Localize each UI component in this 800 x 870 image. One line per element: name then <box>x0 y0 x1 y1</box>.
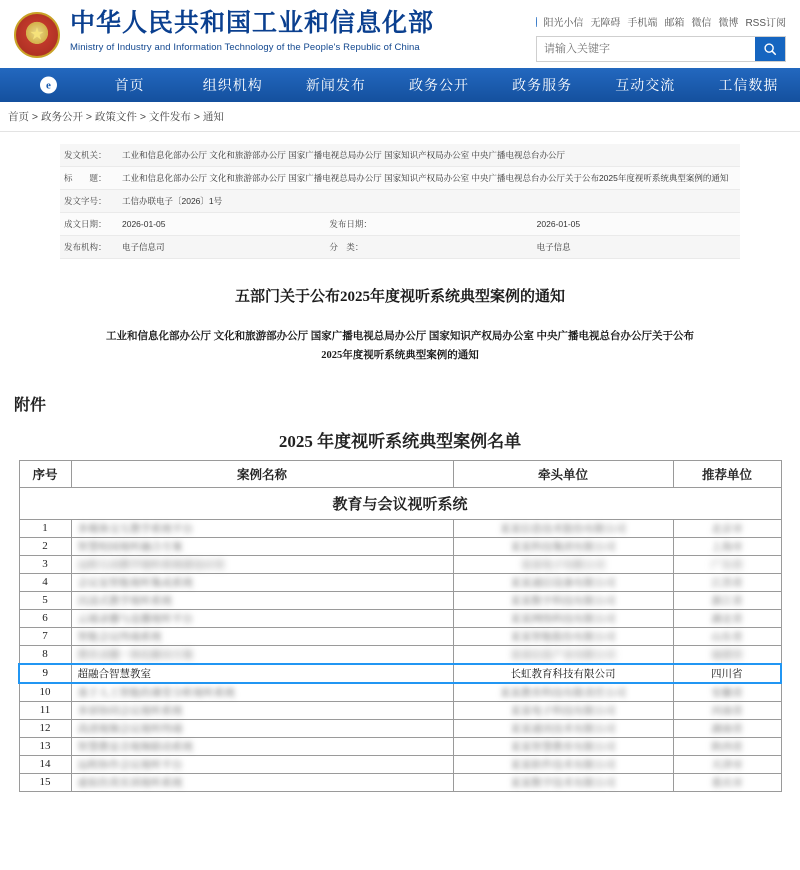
nav-item-organization[interactable]: 组织机构 <box>202 79 263 94</box>
utility-link-2[interactable]: 手机端 <box>627 18 658 29</box>
meta-label-category: 分 类： <box>325 236 532 259</box>
utility-link-5[interactable]: 微博 <box>718 18 739 29</box>
row-no: 1 <box>19 519 71 537</box>
table-row[interactable] <box>19 591 781 609</box>
meta-value-title: 工业和信息化部办公厅 文化和旅游部办公厅 国家广播电视总局办公厅 国家知识产权局办公室 中央广播电视总台办公厅关于公布2025年度视听系统典型案例的通知 <box>118 167 740 190</box>
row-recommend-unit: 浙江省 <box>673 591 781 609</box>
table-row[interactable] <box>19 755 781 773</box>
utility-link-1[interactable]: 无障碍 <box>590 18 621 29</box>
row-recommend-unit: 山东省 <box>673 627 781 645</box>
header-utility-area <box>536 10 786 62</box>
column-header-case-name: 案例名称 <box>71 460 453 487</box>
utility-link-3[interactable]: 邮箱 <box>664 18 685 29</box>
meta-value-writedate: 2026-01-05 <box>118 213 325 236</box>
document-meta-area <box>0 132 800 366</box>
row-no: 2 <box>19 537 71 555</box>
utility-links <box>536 14 786 29</box>
meta-label-publishdate: 发布日期： <box>325 213 532 236</box>
table-row[interactable] <box>19 537 781 555</box>
row-case-name: 超融合智慧教室 <box>71 664 453 683</box>
meta-row-publisher <box>60 236 740 259</box>
row-recommend-unit: 四川省 <box>673 664 781 683</box>
table-row[interactable] <box>19 609 781 627</box>
meta-row-dates <box>60 213 740 236</box>
search-bar[interactable] <box>536 36 786 62</box>
row-case-name: 会议室智能视听集成系统 <box>71 573 453 591</box>
breadcrumb[interactable] <box>0 102 800 132</box>
site-header <box>0 0 800 68</box>
case-list-title: 2025 年度视听系统典型案例名单 <box>278 431 522 451</box>
row-no: 10 <box>19 683 71 702</box>
nav-logo-icon: e <box>40 77 57 94</box>
row-no: 6 <box>19 609 71 627</box>
site-title-block <box>70 10 536 53</box>
table-row[interactable] <box>19 719 781 737</box>
row-case-name: 基于人工智能的课堂分析视听系统 <box>71 683 453 702</box>
meta-value-publishdate: 2026-01-05 <box>533 213 740 236</box>
row-lead-unit: 某某数字科技有限公司 <box>453 591 673 609</box>
meta-row-title <box>60 167 740 190</box>
utility-link-6[interactable]: RSS订阅 <box>745 18 786 29</box>
row-case-name: 教育录播一体化解决方案 <box>71 645 453 664</box>
row-case-name: 远程互动教学视听系统建设应用 <box>71 555 453 573</box>
case-list-area <box>0 427 800 792</box>
row-lead-unit: 长虹教育科技有限公司 <box>453 664 673 683</box>
table-row[interactable] <box>19 519 781 537</box>
utility-link-4[interactable]: 微信 <box>691 18 712 29</box>
row-no: 12 <box>19 719 71 737</box>
document-subtitle: 工业和信息化部办公厅 文化和旅游部办公厅 国家广播电视总局办公厅 国家知识产权局办公室 中央广播电视总台办公厅关于公布2025年度视听系统典型案例的通知 <box>106 331 694 361</box>
row-lead-unit: 某某通讯技术有限公司 <box>453 719 673 737</box>
row-no: 9 <box>19 664 71 683</box>
row-lead-unit: 某某智能股份有限公司 <box>453 627 673 645</box>
nav-item-home[interactable]: 首页 <box>114 79 145 94</box>
case-list-table <box>18 460 782 792</box>
meta-label-issuer: 发文机关： <box>60 144 118 167</box>
row-case-name: 智慧校园视听融合方案 <box>71 537 453 555</box>
meta-row-issuer <box>60 144 740 167</box>
table-row-highlighted[interactable] <box>19 664 781 683</box>
column-header-no: 序号 <box>19 460 71 487</box>
row-no: 15 <box>19 773 71 791</box>
row-recommend-unit: 广东省 <box>673 555 781 573</box>
row-case-name: 云端录播与直播视听平台 <box>71 609 453 627</box>
column-header-lead-unit: 牵头单位 <box>453 460 673 487</box>
table-row[interactable] <box>19 627 781 645</box>
nav-item-data[interactable]: 工信数据 <box>718 79 779 94</box>
row-recommend-unit: 江苏省 <box>673 573 781 591</box>
row-case-name: 沉浸式教学视听系统 <box>71 591 453 609</box>
row-case-name: 智慧教室音视频联动系统 <box>71 737 453 755</box>
meta-row-docnumber <box>60 190 740 213</box>
site-title-en: Ministry of Industry and Information Technology of the People's Republic of China <box>70 41 420 53</box>
table-row[interactable] <box>19 555 781 573</box>
meta-value-publisher: 电子信息司 <box>118 236 325 259</box>
meta-value-issuer: 工业和信息化部办公厅 文化和旅游部办公厅 国家广播电视总局办公厅 国家知识产权局办公室 中央广播电视总台办公厅 <box>118 144 740 167</box>
column-header-recommend-unit: 推荐单位 <box>673 460 781 487</box>
row-no: 11 <box>19 701 71 719</box>
row-lead-unit: 某某通信设备有限公司 <box>453 573 673 591</box>
row-lead-unit: 某某网络科技有限公司 <box>453 609 673 627</box>
row-recommend-unit: 河南省 <box>673 701 781 719</box>
nav-items <box>34 75 800 95</box>
nav-item-news[interactable]: 新闻发布 <box>305 79 366 94</box>
table-row[interactable] <box>19 773 781 791</box>
nav-item-government-affairs[interactable]: 政务公开 <box>408 79 469 94</box>
search-icon <box>763 42 777 56</box>
main-navigation <box>0 68 800 102</box>
section-header-row <box>19 487 781 519</box>
meta-value-docnumber: 工信办联电子〔2026〕1号 <box>118 190 740 213</box>
table-row[interactable] <box>19 737 781 755</box>
search-input[interactable] <box>537 37 755 61</box>
row-lead-unit: 某某教育科技有限责任公司 <box>453 683 673 702</box>
table-header-row <box>19 460 781 487</box>
row-no: 3 <box>19 555 71 573</box>
row-case-name: 多屏协同会议视听系统 <box>71 701 453 719</box>
row-recommend-unit: 重庆市 <box>673 773 781 791</box>
attachment-label: 附件 <box>14 396 47 414</box>
row-no: 8 <box>19 645 71 664</box>
row-recommend-unit: 上海市 <box>673 537 781 555</box>
meta-label-title: 标 题： <box>60 167 118 190</box>
site-title-cn: 中华人民共和国工业和信息化部 <box>70 10 435 37</box>
row-lead-unit: 某某软件技术有限公司 <box>453 755 673 773</box>
row-lead-unit: 某某科技集团有限公司 <box>453 537 673 555</box>
table-row[interactable] <box>19 645 781 664</box>
row-recommend-unit: 安徽省 <box>673 683 781 702</box>
row-lead-unit: 某某电子有限公司 <box>453 555 673 573</box>
section-title: 教育与会议视听系统 <box>19 487 781 519</box>
row-lead-unit: 某某数字技术有限公司 <box>453 773 673 791</box>
row-lead-unit: 某某电子科技有限公司 <box>453 701 673 719</box>
utility-link-0[interactable]: 阳光小信 <box>543 18 584 29</box>
row-case-name: 智能会议终端系统 <box>71 627 453 645</box>
row-no: 13 <box>19 737 71 755</box>
nav-item-services[interactable]: 政务服务 <box>512 79 573 94</box>
search-button[interactable] <box>755 37 785 61</box>
row-no: 4 <box>19 573 71 591</box>
row-lead-unit: 某某信息产业有限公司 <box>453 645 673 664</box>
row-recommend-unit: 湖南省 <box>673 719 781 737</box>
row-recommend-unit: 福建省 <box>673 645 781 664</box>
meta-label-publisher: 发布机构： <box>60 236 118 259</box>
row-no: 7 <box>19 627 71 645</box>
row-recommend-unit: 湖北省 <box>673 609 781 627</box>
row-no: 5 <box>19 591 71 609</box>
row-recommend-unit: 陕西省 <box>673 737 781 755</box>
nav-item-interaction[interactable]: 互动交流 <box>615 79 676 94</box>
row-case-name: 高清视频会议视听终端 <box>71 719 453 737</box>
row-case-name: 多媒体交互教学系统平台 <box>71 519 453 537</box>
meta-value-category: 电子信息 <box>533 236 740 259</box>
row-lead-unit: 某某智慧教育有限公司 <box>453 737 673 755</box>
national-emblem-icon <box>14 12 60 58</box>
document-title: 五部门关于公布2025年度视听系统典型案例的通知 <box>234 289 565 305</box>
row-no: 14 <box>19 755 71 773</box>
table-row[interactable] <box>19 683 781 702</box>
row-recommend-unit: 北京市 <box>673 519 781 537</box>
meta-label-docnumber: 发文字号： <box>60 190 118 213</box>
row-case-name: 远程协作会议视听平台 <box>71 755 453 773</box>
breadcrumb-text: 首页 > 政务公开 > 政策文件 > 文件发布 > 通知 <box>8 111 224 123</box>
document-meta-table <box>60 144 740 259</box>
row-lead-unit: 某某信息技术股份有限公司 <box>453 519 673 537</box>
row-recommend-unit: 天津市 <box>673 755 781 773</box>
table-row[interactable] <box>19 701 781 719</box>
row-case-name: 虚拟仿真实训视听系统 <box>71 773 453 791</box>
meta-label-writedate: 成文日期： <box>60 213 118 236</box>
table-row[interactable] <box>19 573 781 591</box>
